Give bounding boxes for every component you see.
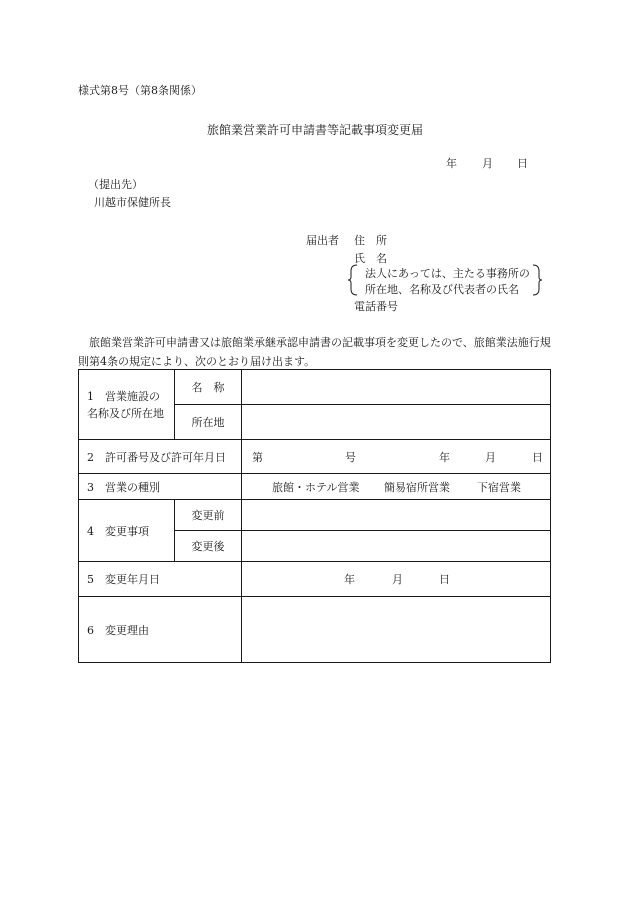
facility-name-location-label: 1 営業施設の名称及び所在地 [79,370,175,440]
table-row [79,370,551,405]
change-reason-field[interactable] [242,597,551,663]
change-date-label: 5 変更年月日 [79,562,242,597]
table-row [79,500,551,531]
addressee-authority: 川越市保健所長 [94,196,171,209]
permit-day-label: 日 [532,450,543,464]
change-before-sublabel: 変更前 [175,500,242,531]
permit-year-label: 年 [439,450,450,464]
applicant-name-label: 氏 名 [354,252,387,265]
addressee-label: （提出先） [88,178,143,191]
change-month-label: 月 [392,573,403,586]
corporate-note-line2: 所在地、名称及び代表者の氏名 [365,283,519,296]
facility-name-sublabel: 名 称 [175,370,242,405]
body-paragraph-text: 旅館業営業許可申請書又は旅館業承継承認申請書の記載事項を変更したので、旅館業法施行規則第4条の規定により、次のとおり届け出ます。 [78,336,551,368]
facility-location-sublabel: 所在地 [175,405,242,440]
table-row [79,440,551,474]
business-type-field [242,474,551,500]
permit-month-label: 月 [485,450,496,464]
corporate-note [347,264,543,296]
applicant-phone-label: 電話番号 [354,300,398,313]
change-after-sublabel: 変更後 [175,531,242,562]
change-before-field[interactable] [242,500,551,531]
permit-number-date-label: 2 許可番号及び許可年月日 [79,440,242,474]
corporate-note-line1: 法人にあっては、主たる事務所の [365,267,530,280]
table-row [79,474,551,500]
facility-name-field[interactable] [242,370,551,405]
table-row [79,597,551,663]
permit-go-label: 号 [345,450,356,464]
business-type-label: 3 営業の種別 [79,474,242,500]
change-year-label: 年 [344,573,355,586]
change-notification-table [78,369,551,663]
form-number: 様式第8号（第8条関係） [78,84,202,97]
business-type-option-ryokan-hotel[interactable]: 旅館・ホテル営業 [272,480,360,494]
document-title: 旅館業営業許可申請書等記載事項変更届 [206,123,423,137]
business-type-option-boarding[interactable]: 下宿営業 [477,480,521,494]
date-year-label: 年 [446,157,457,170]
change-date-field[interactable] [242,562,551,597]
change-after-field[interactable] [242,531,551,562]
applicant-address-label: 住 所 [354,234,387,247]
change-day-label: 日 [439,573,450,586]
change-reason-label: 6 変更理由 [79,597,242,663]
business-type-option-simple-lodging[interactable]: 簡易宿所営業 [384,480,450,494]
date-month-label: 月 [482,157,493,170]
table-row [79,562,551,597]
permit-dai-label: 第 [252,450,263,464]
facility-location-field[interactable] [242,405,551,440]
body-paragraph [78,333,554,371]
permit-number-date-field[interactable] [242,440,551,474]
applicant-label: 届出者 [306,234,339,247]
change-items-label: 4 変更事項 [79,500,175,562]
date-day-label: 日 [517,157,528,170]
